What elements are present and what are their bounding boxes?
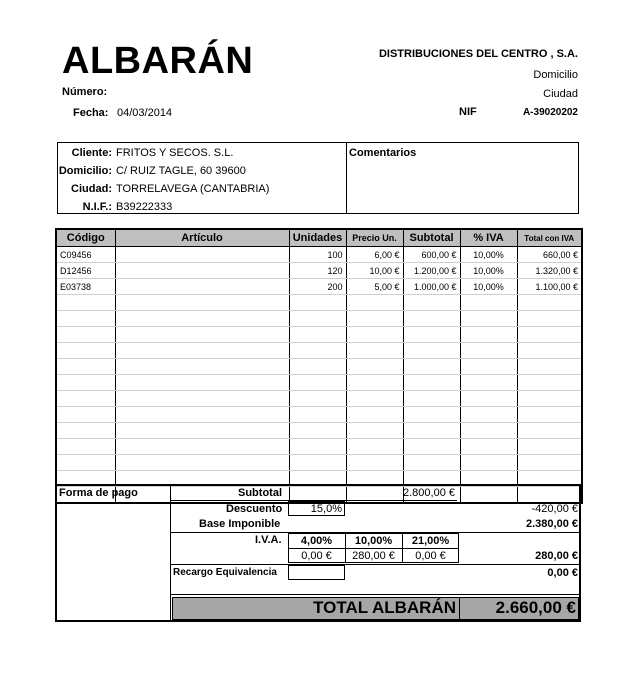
cell-total [517, 343, 582, 359]
iva-amount-3: 0,00 € [415, 550, 446, 562]
table-row [56, 311, 582, 327]
numero-label: Número: [62, 86, 108, 98]
cell-subtotal [403, 391, 460, 407]
cell-unidades [289, 327, 346, 343]
cell-subtotal: 600,00 € [403, 247, 460, 263]
fecha-value: 04/03/2014 [117, 107, 173, 119]
cliente-label: Cliente: [71, 147, 112, 159]
document-title: ALBARÁN [62, 40, 254, 82]
cell-precio [346, 359, 403, 375]
cell-unidades [289, 423, 346, 439]
cell-articulo [115, 247, 289, 263]
col-precio: Precio Un. [346, 229, 403, 247]
cell-iva: 10,00% [460, 263, 517, 279]
cell-articulo [115, 279, 289, 295]
total-value: 2.660,00 € [495, 598, 576, 617]
table-row [56, 295, 582, 311]
cell-codigo [56, 343, 115, 359]
cell-iva [460, 295, 517, 311]
col-iva: % IVA [460, 229, 517, 247]
cell-unidades [289, 311, 346, 327]
recargo-line [170, 594, 580, 595]
cell-total: 1.320,00 € [517, 263, 582, 279]
iva-label: I.V.A. [255, 534, 282, 546]
cell-subtotal [403, 439, 460, 455]
client-nif-label: N.I.F.: [82, 201, 112, 213]
cell-iva [460, 407, 517, 423]
recargo-value: 0,00 € [547, 567, 578, 579]
cell-unidades: 120 [289, 263, 346, 279]
cell-unidades [289, 455, 346, 471]
cell-unidades [289, 375, 346, 391]
client-box-inner [57, 142, 579, 214]
cell-precio [346, 391, 403, 407]
cell-codigo [56, 455, 115, 471]
nif-label: NIF [459, 106, 477, 118]
cell-articulo [115, 327, 289, 343]
cell-precio [346, 375, 403, 391]
cell-iva [460, 311, 517, 327]
cell-unidades: 100 [289, 247, 346, 263]
cell-unidades [289, 359, 346, 375]
fecha-label: Fecha: [73, 107, 109, 119]
table-row [56, 279, 582, 295]
payment-divider [170, 485, 171, 621]
cell-precio [346, 455, 403, 471]
table-row [56, 263, 582, 279]
cell-codigo: E03738 [56, 279, 115, 295]
cell-subtotal [403, 295, 460, 311]
cell-subtotal: 1.200,00 € [403, 263, 460, 279]
cell-precio [346, 439, 403, 455]
subtotal-value: 2.800,00 € [403, 487, 455, 499]
items-body [56, 247, 582, 504]
total-label: TOTAL ALBARÁN [313, 598, 456, 617]
cell-unidades [289, 295, 346, 311]
cell-subtotal [403, 311, 460, 327]
comentarios-label: Comentarios [349, 147, 417, 159]
cell-codigo: C09456 [56, 247, 115, 263]
items-table [55, 228, 583, 504]
cell-codigo [56, 295, 115, 311]
cell-total: 1.100,00 € [517, 279, 582, 295]
cell-codigo [56, 423, 115, 439]
table-row [56, 407, 582, 423]
cell-iva [460, 391, 517, 407]
cell-iva [460, 439, 517, 455]
base-label: Base Imponible [199, 518, 281, 530]
cell-total [517, 295, 582, 311]
table-row [56, 391, 582, 407]
cell-subtotal [403, 455, 460, 471]
cell-unidades [289, 439, 346, 455]
cell-codigo: D12456 [56, 263, 115, 279]
company-domicilio: Domicilio [533, 69, 578, 81]
table-row [56, 327, 582, 343]
cell-total [517, 359, 582, 375]
cell-precio [346, 295, 403, 311]
cell-codigo [56, 359, 115, 375]
cell-iva [460, 375, 517, 391]
cell-precio [346, 327, 403, 343]
table-row [56, 423, 582, 439]
iva-line [170, 564, 580, 565]
cell-total [517, 455, 582, 471]
iva-grid-row [288, 548, 459, 549]
descuento-value: -420,00 € [531, 503, 578, 515]
cell-total [517, 375, 582, 391]
iva-total: 280,00 € [535, 550, 578, 562]
cell-iva [460, 423, 517, 439]
table-row [56, 247, 582, 263]
cell-articulo [115, 455, 289, 471]
cell-total [517, 439, 582, 455]
cell-total [517, 327, 582, 343]
cell-articulo [115, 439, 289, 455]
cell-subtotal [403, 375, 460, 391]
company-ciudad: Ciudad [543, 88, 578, 100]
cell-articulo [115, 343, 289, 359]
table-row [56, 439, 582, 455]
cell-subtotal [403, 407, 460, 423]
col-articulo: Artículo [115, 229, 289, 247]
table-row [56, 455, 582, 471]
col-total: Total con IVA [517, 229, 582, 247]
cell-articulo [115, 295, 289, 311]
cell-total: 660,00 € [517, 247, 582, 263]
cell-unidades [289, 391, 346, 407]
cell-codigo [56, 311, 115, 327]
cell-iva [460, 327, 517, 343]
recargo-box[interactable] [288, 565, 345, 580]
col-codigo: Código [56, 229, 115, 247]
cell-articulo [115, 375, 289, 391]
cell-subtotal: 1.000,00 € [403, 279, 460, 295]
cell-articulo [115, 391, 289, 407]
cell-precio [346, 407, 403, 423]
cell-precio [346, 343, 403, 359]
cliente-value: FRITOS Y SECOS. S.L. [116, 147, 234, 159]
cell-articulo [115, 311, 289, 327]
cell-unidades [289, 343, 346, 359]
iva-amount-1: 0,00 € [301, 550, 332, 562]
iva-rate-2: 10,00% [354, 535, 393, 547]
subtotal-label: Subtotal [238, 487, 282, 499]
cell-subtotal [403, 423, 460, 439]
cell-iva: 10,00% [460, 279, 517, 295]
cell-codigo [56, 391, 115, 407]
cell-articulo [115, 423, 289, 439]
company-name: DISTRIBUCIONES DEL CENTRO , S.A. [378, 48, 578, 60]
cell-subtotal [403, 327, 460, 343]
cell-total [517, 391, 582, 407]
client-divider [346, 143, 347, 213]
cell-articulo [115, 407, 289, 423]
items-header-row [56, 229, 582, 247]
cell-codigo [56, 375, 115, 391]
nif-value: A-39020202 [522, 107, 578, 118]
cell-articulo [115, 359, 289, 375]
table-row [56, 375, 582, 391]
cell-total [517, 311, 582, 327]
cell-precio: 5,00 € [346, 279, 403, 295]
cell-precio: 10,00 € [346, 263, 403, 279]
cell-subtotal [403, 343, 460, 359]
cell-codigo [56, 407, 115, 423]
domicilio-label: Domicilio: [58, 165, 112, 177]
cell-total [517, 407, 582, 423]
cell-total [517, 423, 582, 439]
cell-precio: 6,00 € [346, 247, 403, 263]
base-value: 2.380,00 € [526, 518, 578, 530]
cell-subtotal [403, 359, 460, 375]
cell-codigo [56, 439, 115, 455]
recargo-label: Recargo Equivalencia [173, 567, 277, 578]
cell-unidades [289, 407, 346, 423]
domicilio-value: C/ RUIZ TAGLE, 60 39600 [116, 165, 246, 177]
cell-codigo [56, 327, 115, 343]
cell-iva [460, 455, 517, 471]
descuento-label: Descuento [226, 503, 283, 515]
ciudad-label: Ciudad: [71, 183, 112, 195]
cell-iva [460, 343, 517, 359]
ciudad-value: TORRELAVEGA (CANTABRIA) [116, 183, 270, 195]
iva-rate-1: 4,00% [300, 535, 333, 547]
client-nif-value: B39222333 [116, 201, 173, 213]
iva-rate-3: 21,00% [411, 535, 450, 547]
col-subtotal: Subtotal [403, 229, 460, 247]
forma-pago-label: Forma de pago [59, 487, 138, 499]
col-unidades: Unidades [289, 229, 346, 247]
client-box [55, 140, 581, 216]
cell-articulo [115, 263, 289, 279]
cell-iva: 10,00% [460, 247, 517, 263]
cell-unidades: 200 [289, 279, 346, 295]
table-row [56, 359, 582, 375]
descuento-pct: 15,0% [310, 503, 342, 515]
cell-precio [346, 311, 403, 327]
cell-precio [346, 423, 403, 439]
table-row [56, 343, 582, 359]
iva-amount-2: 280,00 € [352, 550, 395, 562]
cell-iva [460, 359, 517, 375]
